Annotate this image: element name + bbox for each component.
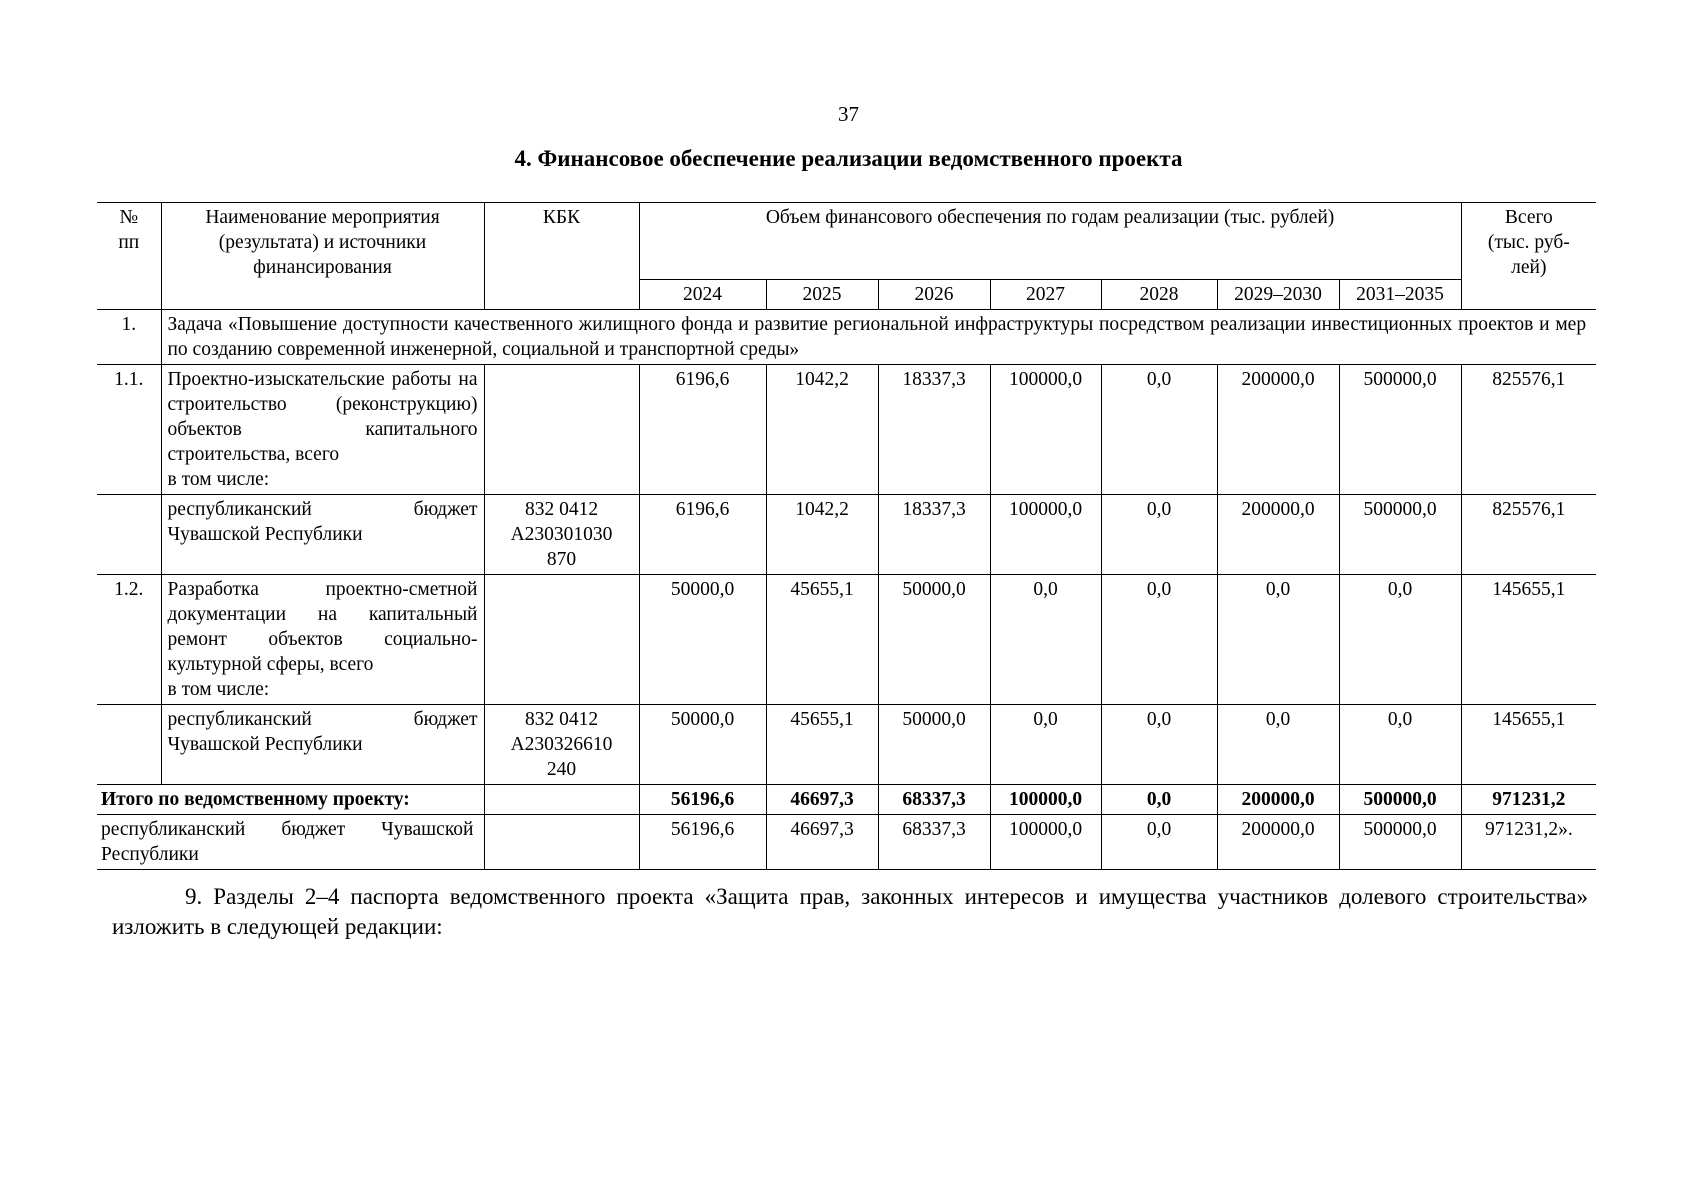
total-kbk (484, 785, 639, 815)
total-value: 200000,0 (1217, 785, 1339, 815)
total-value: 68337,3 (878, 785, 990, 815)
item-num-empty (97, 495, 161, 575)
header-num: № пп (97, 203, 161, 310)
value-cell: 100000,0 (990, 365, 1101, 495)
value-cell: 500000,0 (1339, 495, 1461, 575)
value-cell: 0,0 (990, 705, 1101, 785)
total-source-value: 500000,0 (1339, 815, 1461, 870)
total-label: Итого по ведомственному проекту: (97, 785, 484, 815)
header-year: 2029–2030 (1217, 280, 1339, 310)
total-source-value-sum: 971231,2». (1461, 815, 1596, 870)
value-total-cell: 145655,1 (1461, 575, 1596, 705)
item-name (161, 365, 484, 495)
total-source-value: 100000,0 (990, 815, 1101, 870)
total-source-row (97, 815, 1596, 870)
table-header-row (97, 203, 1596, 280)
value-cell: 50000,0 (639, 705, 766, 785)
value-cell: 200000,0 (1217, 495, 1339, 575)
task-text: Задача «Повышение доступности качественного жилищного фонда и развитие региональной инфраструктуры посредством реализации инвестиционных проектов и мер по созданию современной инженерной, социальной и транспортной среды» (161, 310, 1596, 365)
table-row (97, 365, 1596, 495)
item-name (161, 575, 484, 705)
amendment-paragraph (112, 882, 1588, 942)
total-source-value: 200000,0 (1217, 815, 1339, 870)
header-year: 2027 (990, 280, 1101, 310)
value-total-cell: 145655,1 (1461, 705, 1596, 785)
header-name: Наименование мероприятия (результата) и источники финансирования (161, 203, 484, 310)
value-cell: 0,0 (1101, 495, 1217, 575)
value-cell: 50000,0 (878, 705, 990, 785)
value-cell: 45655,1 (766, 575, 878, 705)
header-year: 2031–2035 (1339, 280, 1461, 310)
value-cell: 0,0 (1339, 575, 1461, 705)
value-cell: 0,0 (1339, 705, 1461, 785)
table-row (97, 495, 1596, 575)
value-total-cell: 825576,1 (1461, 365, 1596, 495)
header-year: 2026 (878, 280, 990, 310)
value-cell: 0,0 (1101, 705, 1217, 785)
total-value: 0,0 (1101, 785, 1217, 815)
value-cell: 0,0 (1217, 575, 1339, 705)
value-total-cell: 825576,1 (1461, 495, 1596, 575)
item-kbk (484, 575, 639, 705)
item-num: 1.1. (97, 365, 161, 495)
source-name: республиканский бюджет Чувашской Республики (161, 705, 484, 785)
item-incl: в том числе: (167, 469, 270, 490)
item-name-text: Разработка проектно-сметной документации на капитальный ремонт объектов социально-культурной сферы, всего (167, 579, 478, 675)
item-incl: в том числе: (167, 679, 270, 700)
value-cell: 100000,0 (990, 495, 1101, 575)
value-cell: 50000,0 (878, 575, 990, 705)
total-value-sum: 971231,2 (1461, 785, 1596, 815)
total-source-kbk (484, 815, 639, 870)
total-source-value: 68337,3 (878, 815, 990, 870)
value-cell: 45655,1 (766, 705, 878, 785)
value-cell: 6196,6 (639, 365, 766, 495)
total-source-label: республиканский бюджет Чувашской Республики (97, 815, 484, 870)
value-cell: 500000,0 (1339, 365, 1461, 495)
value-cell: 0,0 (1217, 705, 1339, 785)
item-num-empty (97, 705, 161, 785)
value-cell: 6196,6 (639, 495, 766, 575)
source-kbk: 832 0412 А230326610 240 (484, 705, 639, 785)
total-source-value: 0,0 (1101, 815, 1217, 870)
total-value: 100000,0 (990, 785, 1101, 815)
header-volume: Объем финансового обеспечения по годам реализации (тыс. рублей) (639, 203, 1461, 280)
paragraph-text: 9. Разделы 2–4 паспорта ведомственного проекта «Защита прав, законных интересов и имущества участников долевого строительства» изложить в следующей редакции: (112, 884, 1588, 939)
total-value: 56196,6 (639, 785, 766, 815)
value-cell: 0,0 (1101, 575, 1217, 705)
value-cell: 1042,2 (766, 495, 878, 575)
header-total: Всего (тыс. руб- лей) (1461, 203, 1596, 310)
task-num: 1. (97, 310, 161, 365)
item-num: 1.2. (97, 575, 161, 705)
value-cell: 18337,3 (878, 365, 990, 495)
section-title: 4. Финансовое обеспечение реализации ведомственного проекта (514, 146, 1183, 171)
value-cell: 18337,3 (878, 495, 990, 575)
header-kbk: КБК (484, 203, 639, 310)
total-row (97, 785, 1596, 815)
financing-table (97, 202, 1596, 870)
value-cell: 0,0 (1101, 365, 1217, 495)
task-row (97, 310, 1596, 365)
value-cell: 1042,2 (766, 365, 878, 495)
header-year: 2025 (766, 280, 878, 310)
total-value: 46697,3 (766, 785, 878, 815)
total-source-value: 46697,3 (766, 815, 878, 870)
item-kbk (484, 365, 639, 495)
source-name: республиканский бюджет Чувашской Республики (161, 495, 484, 575)
total-value: 500000,0 (1339, 785, 1461, 815)
value-cell: 200000,0 (1217, 365, 1339, 495)
page-number: 37 (838, 102, 859, 126)
header-year: 2028 (1101, 280, 1217, 310)
table-row (97, 575, 1596, 705)
value-cell: 0,0 (990, 575, 1101, 705)
total-source-value: 56196,6 (639, 815, 766, 870)
table-row (97, 705, 1596, 785)
source-kbk: 832 0412 А230301030 870 (484, 495, 639, 575)
header-year: 2024 (639, 280, 766, 310)
value-cell: 50000,0 (639, 575, 766, 705)
item-name-text: Проектно-изыскательские работы на строительство (реконструкцию) объектов капитального строительства, всего (167, 369, 478, 465)
